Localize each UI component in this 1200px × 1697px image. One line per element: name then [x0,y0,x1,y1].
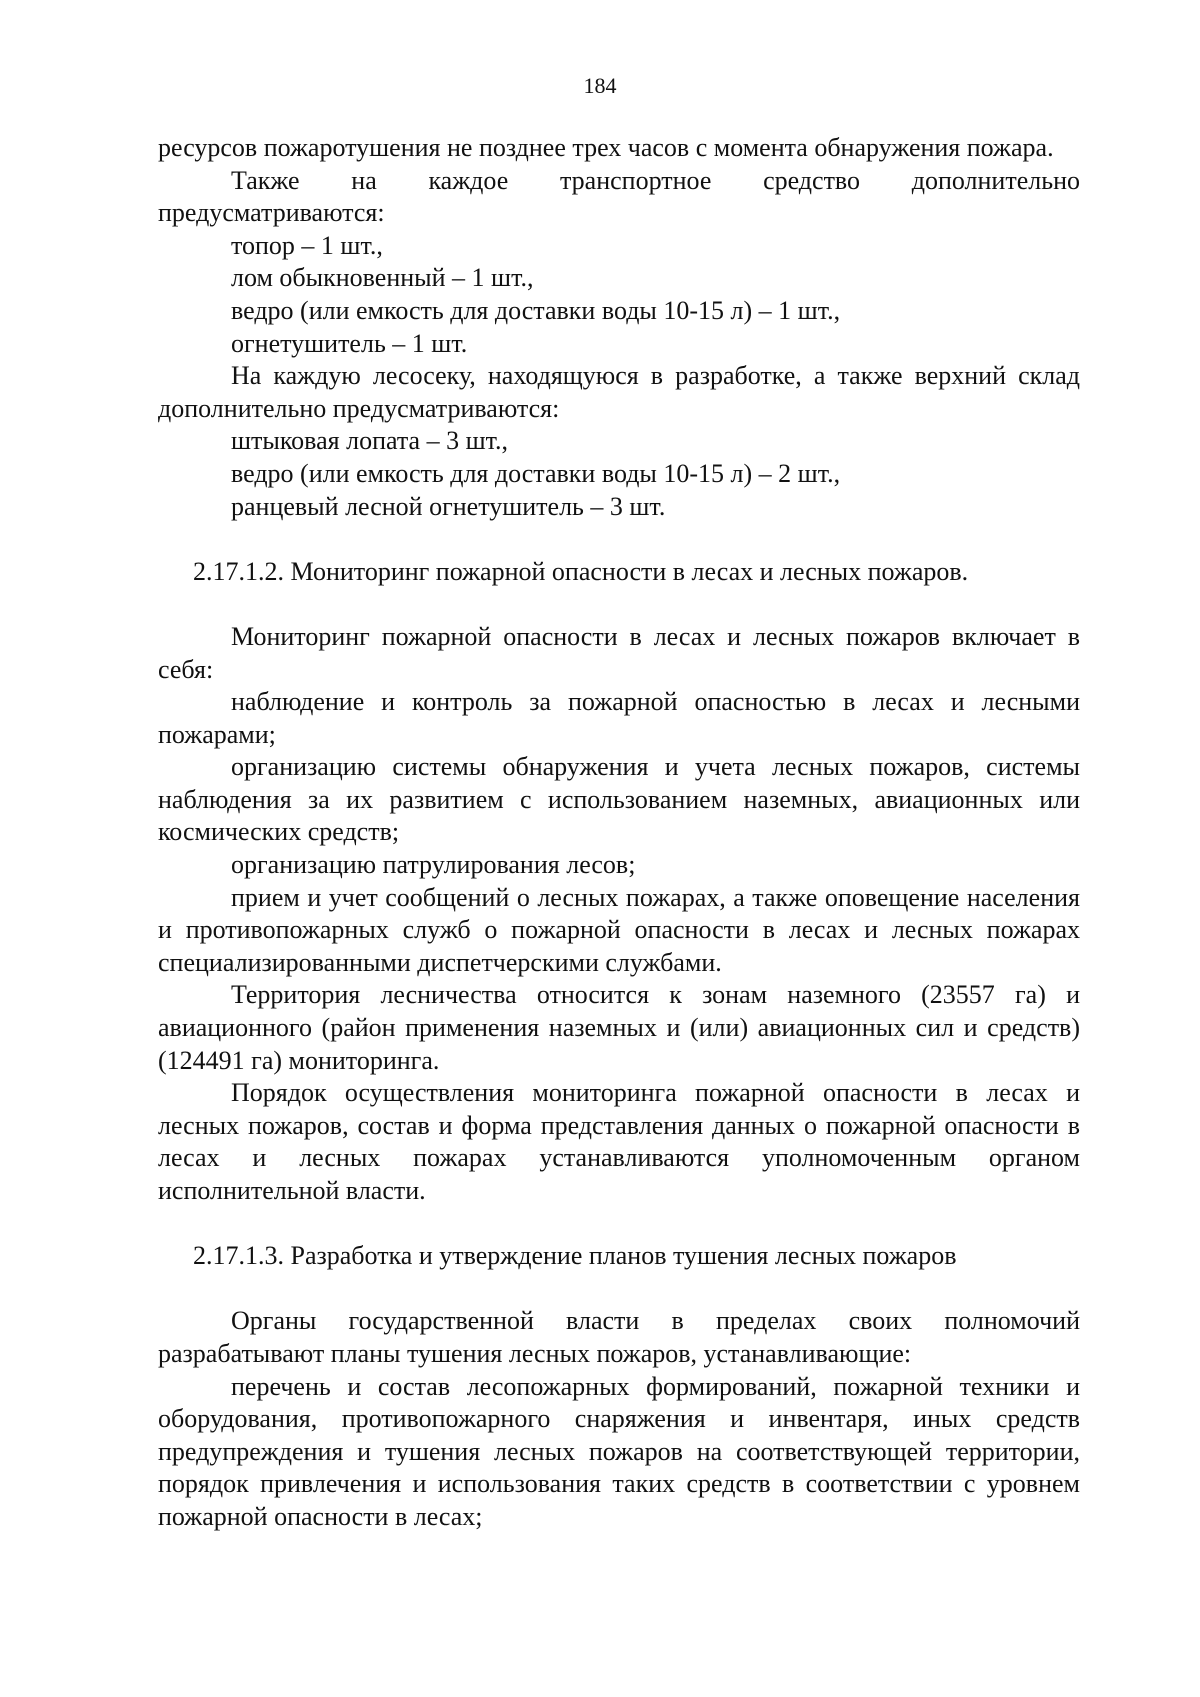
paragraph: наблюдение и контроль за пожарной опасностью в лесах и лесными пожарами; [158,687,1080,749]
list-item: лом обыкновенный – 1 шт., [231,263,534,293]
paragraph: На каждую лесосеку, находящуюся в разработке, а также верхний склад дополнительно предусматриваются: [158,361,1080,423]
paragraph: организацию патрулирования лесов; [231,850,636,880]
list-item: огнетушитель – 1 шт. [231,328,468,358]
spacer [158,588,1080,621]
list-item: ранцевый лесной огнетушитель – 3 шт. [231,491,666,521]
paragraph: Порядок осуществления мониторинга пожарной опасности в лесах и лесных пожаров, состав и форма представления данных о пожарной опасности в лесах и лесных пожарах устанавливаются уполномоченным органом исполнительной власти. [158,1078,1080,1205]
paragraph: перечень и состав лесопожарных формирований, пожарной техники и оборудования, противопожарного снаряжения и инвентаря, иных средств предупреждения и тушения лесных пожаров на соответствующей территории, порядок привлечения и использования таких средств в соответствии с уровнем пожарной опасности в лесах; [158,1371,1080,1531]
section-heading: 2.17.1.3. Разработка и утверждение планов тушения лесных пожаров [193,1241,957,1271]
paragraph: Территория лесничества относится к зонам наземного (23557 га) и авиационного (район применения наземных и (или) авиационных сил и средств) (124491 га) мониторинга. [158,980,1080,1075]
section-heading: 2.17.1.2. Мониторинг пожарной опасности в лесах и лесных пожаров. [193,556,969,586]
paragraph: прием и учет сообщений о лесных пожарах, а также оповещение населения и противопожарных служб о пожарной опасности в лесах и лесных пожарах специализированными диспетчерскими службами. [158,882,1080,977]
paragraph: Также на каждое транспортное средство дополнительно предусматриваются: [158,165,1080,228]
list-item: ведро (или емкость для доставки воды 10-15 л) – 1 шт., [231,295,841,325]
paragraph-continuation: ресурсов пожаротушения не позднее трех часов с момента обнаружения пожара. [158,133,1054,162]
paragraph: Мониторинг пожарной опасности в лесах и лесных пожаров включает в себя: [158,621,1080,684]
list-item: ведро (или емкость для доставки воды 10-15 л) – 2 шт., [231,458,841,488]
page-number: 184 [583,73,617,98]
list-item: штыковая лопата – 3 шт., [231,426,508,456]
spacer [158,1208,1080,1241]
page-content [158,132,1080,1534]
paragraph: Органы государственной власти в пределах своих полномочий разрабатывают планы тушения лесных пожаров, устанавливающие: [158,1306,1080,1368]
paragraph: организацию системы обнаружения и учета лесных пожаров, системы наблюдения за их развитием с использованием наземных, авиационных или космических средств; [158,752,1080,847]
spacer [158,523,1080,556]
spacer [158,1273,1080,1306]
list-item: топор – 1 шт., [231,230,383,260]
